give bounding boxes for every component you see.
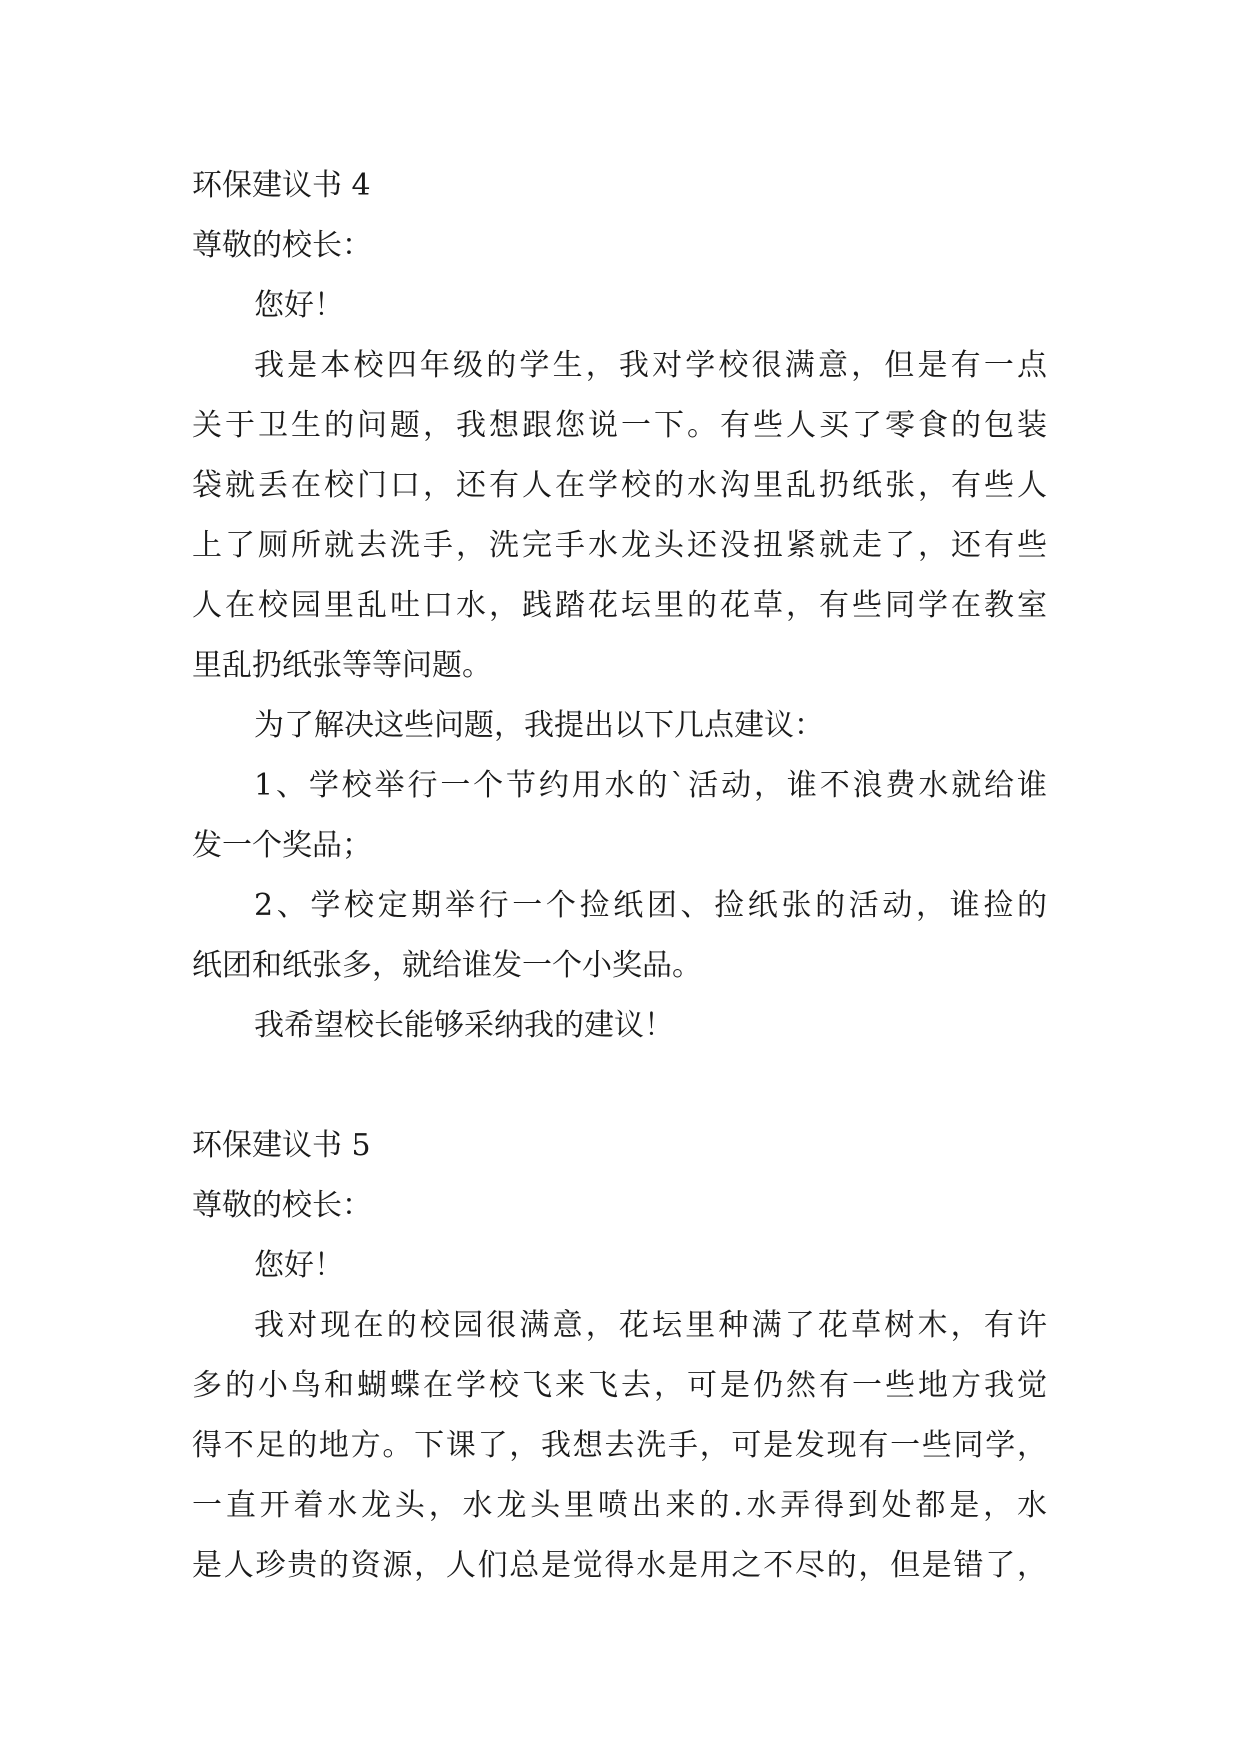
letter5-para1-line: 是人珍贵的资源，人们总是觉得水是用之不尽的，但是错了， <box>192 1548 1047 1583</box>
letter5-salutation: 尊敬的校长： <box>192 1188 372 1223</box>
letter4-para2: 为了解决这些问题，我提出以下几点建议： <box>254 708 824 743</box>
letter4-greeting: 您好！ <box>254 288 344 323</box>
letter5-title: 环保建议书 5 <box>192 1128 371 1163</box>
letter5-para1-line: 多的小鸟和蝴蝶在学校飞来飞去，可是仍然有一些地方我觉 <box>192 1368 1047 1403</box>
letter4-para1-line: 袋就丢在校门口，还有人在学校的水沟里乱扔纸张，有些人 <box>192 468 1047 503</box>
letter5-para1-line: 一直开着水龙头，水龙头里喷出来的.水弄得到处都是，水 <box>192 1488 1047 1523</box>
letter4-para1-line: 我是本校四年级的学生，我对学校很满意，但是有一点 <box>254 348 1047 383</box>
letter4-closing: 我希望校长能够采纳我的建议！ <box>254 1008 674 1043</box>
letter5-para1-line: 得不足的地方。下课了，我想去洗手，可是发现有一些同学， <box>192 1428 1047 1463</box>
letter4-para1-line: 里乱扔纸张等等问题。 <box>192 648 492 683</box>
letter4-item2-line: 2、学校定期举行一个捡纸团、捡纸张的活动，谁捡的 <box>254 888 1047 923</box>
letter5-para1-line: 我对现在的校园很满意，花坛里种满了花草树木，有许 <box>254 1308 1047 1343</box>
letter4-item2-line: 纸团和纸张多，就给谁发一个小奖品。 <box>192 948 702 983</box>
letter4-item1-line: 发一个奖品； <box>192 828 372 863</box>
letter4-para1-line: 人在校园里乱吐口水，践踏花坛里的花草，有些同学在教室 <box>192 588 1047 623</box>
letter4-salutation: 尊敬的校长： <box>192 228 372 263</box>
letter4-item1-line: 1、学校举行一个节约用水的`活动，谁不浪费水就给谁 <box>254 768 1047 803</box>
letter4-title: 环保建议书 4 <box>192 168 371 203</box>
letter4-para1-line: 上了厕所就去洗手，洗完手水龙头还没扭紧就走了，还有些 <box>192 528 1047 563</box>
letter4-para1-line: 关于卫生的问题，我想跟您说一下。有些人买了零食的包装 <box>192 408 1047 443</box>
letter5-greeting: 您好！ <box>254 1248 344 1283</box>
